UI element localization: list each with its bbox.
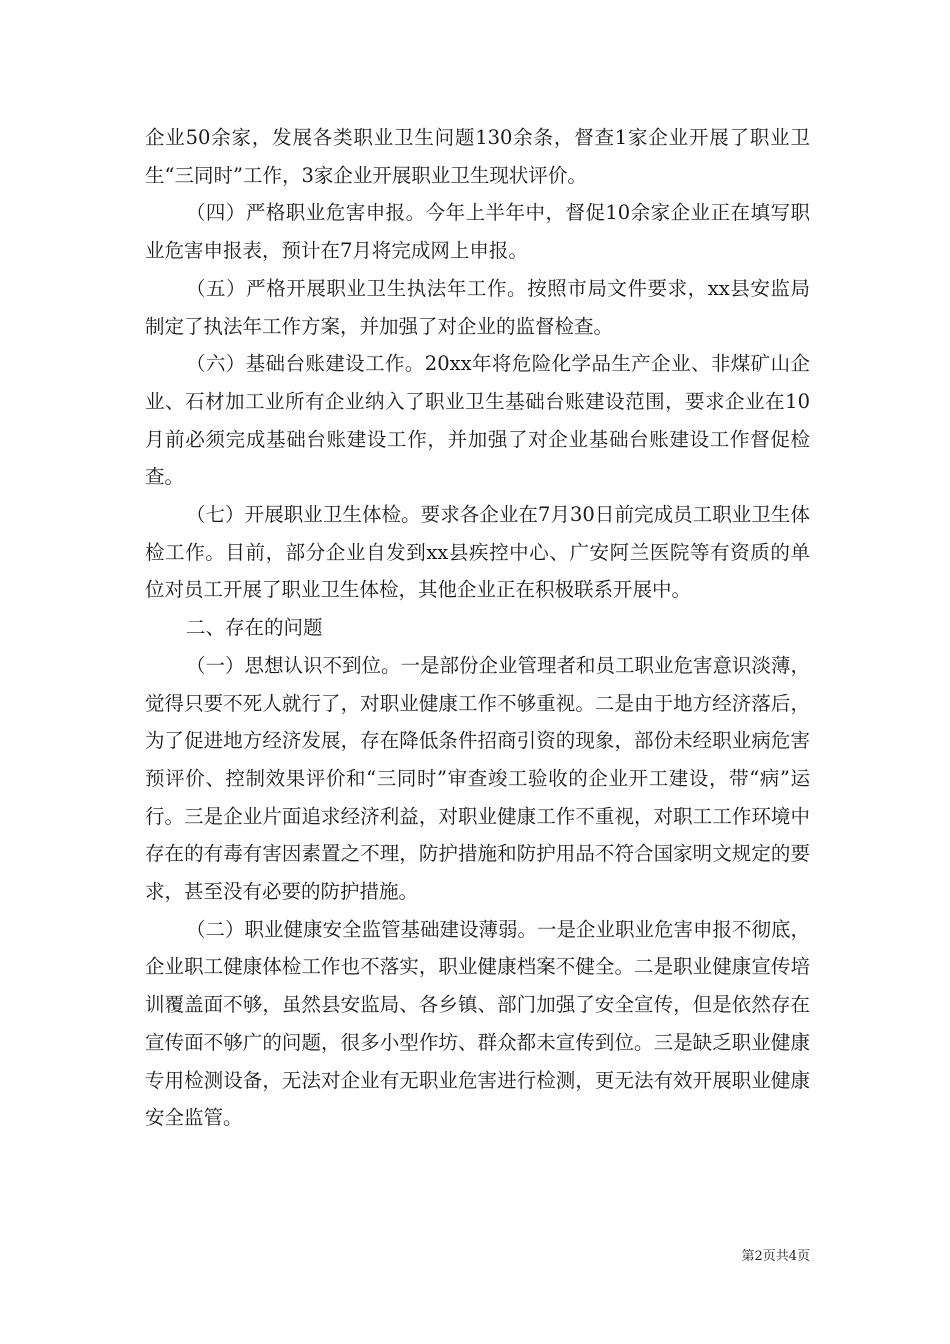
paragraph-problem-1: （一）思想认识不到位。一是部份企业管理者和员工职业危害意识淡薄，觉得只要不死人就行了，对职业健康工作不够重视。二是由于地方经济落后，为了促进地方经济发展，存在降低条件招商引资的现象，部份未经职业病危害预评价、控制效果评价和“三同时”审查竣工验收的企业开工建设，带“病”运行。三是企业片面追求经济利益，对职业健康工作不重视，对职工工作环境中存在的有毒有害因素置之不理，防护措施和防护用品不符合国家明文规定的要求，甚至没有必要的防护措施。 [145, 653, 810, 904]
paragraph-continuation: 企业50余家，发展各类职业卫生问题130余条，督查1家企业开展了职业卫生“三同时”工作，3家企业开展职业卫生现状评价。 [145, 126, 810, 187]
paragraph-item-4: （四）严格职业危害申报。今年上半年中，督促10余家企业正在填写职业危害申报表，预计在7月将完成网上申报。 [145, 201, 810, 263]
section-heading: 二、存在的问题 [185, 616, 323, 640]
document-body [145, 119, 810, 1137]
paragraph-item-7: （七）开展职业卫生体检。要求各企业在7月30日前完成员工职业卫生体检工作。目前，部分企业自发到xx县疾控中心、广安阿兰医院等有资质的单位对员工开展了职业卫生体检，其他企业正在积极联系开展中。 [145, 503, 810, 602]
paragraph-item-5: （五）严格开展职业卫生执法年工作。按照市局文件要求，xx县安监局制定了执法年工作方案，并加强了对企业的监督检查。 [145, 276, 810, 338]
paragraph-item-6: （六）基础台账建设工作。20xx年将危险化学品生产企业、非煤矿山企业、石材加工业所有企业纳入了职业卫生基础台账建设范围，要求企业在10月前必须完成基础台账建设工作，并加强了对企业基础台账建设工作督促检查。 [145, 352, 810, 489]
paragraph-problem-2: （二）职业健康安全监管基础建设薄弱。一是企业职业危害申报不彻底，企业职工健康体检工作也不落实，职业健康档案不健全。二是职业健康宣传培训覆盖面不够，虽然县安监局、各乡镇、部门加强了安全宣传，但是依然存在宣传面不够广的问题，很多小型作坊、群众都未宣传到位。三是缺乏职业健康专用检测设备，无法对企业有无职业危害进行检测，更无法有效开展职业健康安全监管。 [145, 917, 810, 1130]
page-number: 第2页共4页 [741, 1249, 810, 1264]
